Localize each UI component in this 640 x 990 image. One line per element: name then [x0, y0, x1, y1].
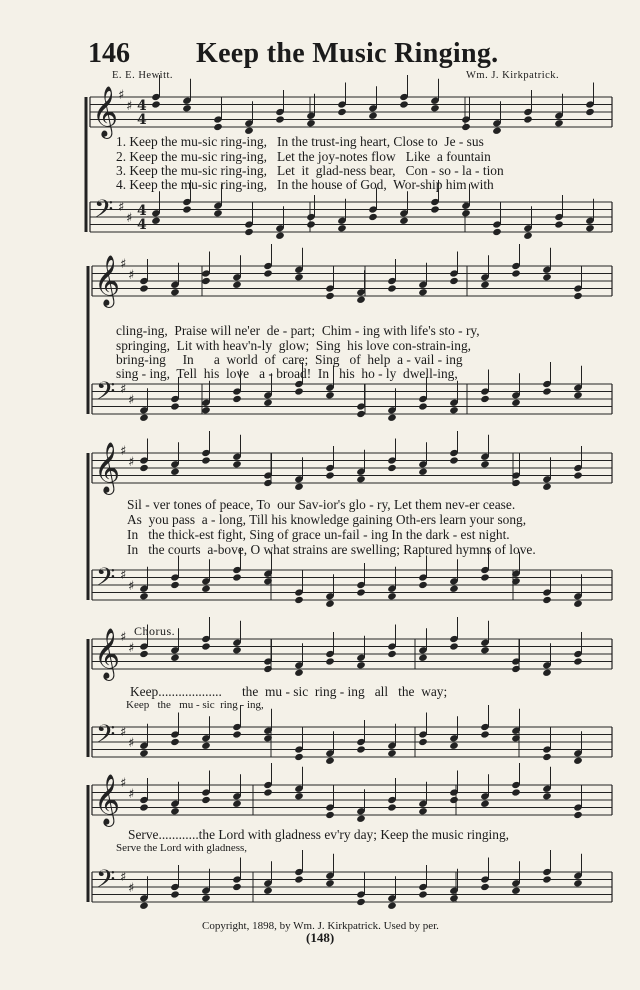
note-head	[480, 573, 490, 581]
note-head	[387, 803, 397, 811]
sharp-icon: ♯	[128, 881, 135, 896]
note-head	[294, 483, 304, 491]
sharp-icon: ♯	[118, 88, 125, 103]
note-head	[170, 581, 180, 589]
note-head	[480, 800, 490, 808]
note-head	[449, 642, 459, 650]
note-head	[573, 391, 583, 399]
note-head	[325, 879, 335, 887]
lyric-line: bring-ing In a world of care; Sing of help a - vail - ing	[116, 352, 463, 367]
lyric-line: 1. Keep the mu-sic ring-ing, In the trust-ing heart, Close to Je - sus	[116, 134, 484, 149]
note-head	[573, 471, 583, 479]
lyric-line: 3. Keep the mu-sic ring-ing, Let it glad-ness bear, Con - so - la - tion	[116, 163, 504, 178]
note-head	[213, 209, 223, 217]
note-head	[232, 460, 242, 468]
sharp-icon: ♯	[120, 870, 127, 885]
note-head	[449, 585, 459, 593]
note-head	[306, 119, 316, 127]
note-head	[337, 224, 347, 232]
lyric-line: In the thick-est fight, Sing of grace un-fail - ing In the dark - est night.	[127, 527, 510, 542]
note-head	[170, 468, 180, 476]
note-head	[418, 288, 428, 296]
note-head	[325, 391, 335, 399]
lyric-line: Sil - ver tones of peace, To our Sav-ior's glo - ry, Let them nev-er cease.	[127, 497, 516, 512]
lyric-line: sing - ing, Tell his love a - broad! In his ho - ly dwell-ing,	[116, 366, 458, 381]
note-head	[418, 738, 428, 746]
note-head	[542, 483, 552, 491]
sharp-icon: ♯	[128, 641, 135, 656]
note-head	[480, 730, 490, 738]
note-head	[399, 217, 409, 225]
note-head	[294, 669, 304, 677]
note-head	[387, 284, 397, 292]
note-head	[151, 217, 161, 225]
note-head	[356, 661, 366, 669]
note-head	[294, 273, 304, 281]
note-head	[511, 269, 521, 277]
sharp-icon: ♯	[128, 787, 135, 802]
note-head	[232, 281, 242, 289]
hymn-number: 146	[88, 38, 130, 69]
bass-clef-icon: 𝄢	[94, 195, 114, 230]
note-head	[356, 410, 366, 418]
note-head	[139, 902, 149, 910]
note-head	[294, 753, 304, 761]
note-head	[418, 807, 428, 815]
note-head	[275, 232, 285, 240]
note-head	[232, 800, 242, 808]
copyright-footer: Copyright, 1898, by Wm. J. Kirkpatrick. Used by per.	[202, 920, 439, 932]
note-head	[449, 406, 459, 414]
note-head	[337, 108, 347, 116]
note-head	[244, 228, 254, 236]
note-head	[170, 807, 180, 815]
note-head	[511, 887, 521, 895]
note-head	[263, 887, 273, 895]
sharp-icon: ♯	[128, 268, 135, 283]
note-head	[232, 646, 242, 654]
sharp-icon: ♯	[120, 568, 127, 583]
note-head	[387, 902, 397, 910]
chorus-label: Chorus.	[134, 624, 176, 638]
note-head	[232, 883, 242, 891]
note-head	[356, 815, 366, 823]
treble-clef-icon: 𝄞	[94, 442, 121, 493]
lyric-line: cling-ing, Praise will ne'er de - part; Chim - ing with life's sto - ry,	[116, 323, 480, 338]
time-signature: 4	[137, 203, 147, 219]
note-head	[480, 883, 490, 891]
note-head	[356, 898, 366, 906]
bass-clef-icon: 𝄢	[96, 377, 116, 412]
note-head	[325, 292, 335, 300]
bass-clef-icon: 𝄢	[96, 720, 116, 755]
lyric-line: 4. Keep the mu-sic ring-ing, In the house of God, Wor-ship him with	[116, 177, 494, 192]
note-head	[294, 387, 304, 395]
note-head	[542, 753, 552, 761]
note-head	[201, 796, 211, 804]
note-head	[170, 890, 180, 898]
note-head	[523, 115, 533, 123]
note-head	[480, 395, 490, 403]
note-head	[418, 581, 428, 589]
note-head	[492, 228, 502, 236]
lyric-line: As you pass a - long, Till his knowledge gaining Oth-ers learn your song,	[127, 512, 527, 527]
sharp-icon: ♯	[120, 257, 127, 272]
chorus-lyric-line-1: Keep................... the mu - sic ring - ing all the way;	[130, 684, 448, 699]
note-head	[201, 277, 211, 285]
note-head	[356, 475, 366, 483]
note-head	[139, 464, 149, 472]
treble-clef-icon: 𝄞	[94, 774, 121, 825]
note-head	[201, 456, 211, 464]
bass-clef-icon: 𝄢	[96, 865, 116, 900]
note-head	[585, 224, 595, 232]
note-head	[387, 749, 397, 757]
note-head	[201, 642, 211, 650]
note-head	[139, 414, 149, 422]
note-head	[294, 596, 304, 604]
note-head	[356, 588, 366, 596]
note-head	[275, 115, 285, 123]
chorus-bass-lyric-1: Keep the mu - sic ring - ing,	[126, 699, 264, 711]
lyric-line: In the courts a-bove, O what strains are swelling; Raptured hymns of love.	[127, 542, 536, 557]
note-head	[430, 104, 440, 112]
note-head	[387, 650, 397, 658]
sharp-icon: ♯	[118, 200, 125, 215]
note-head	[368, 112, 378, 120]
note-head	[542, 669, 552, 677]
note-head	[461, 209, 471, 217]
note-head	[554, 119, 564, 127]
treble-clef-icon: 𝄞	[92, 86, 119, 137]
note-head	[325, 657, 335, 665]
note-head	[418, 890, 428, 898]
note-head	[170, 288, 180, 296]
sharp-icon: ♯	[128, 393, 135, 408]
bass-clef-icon: 𝄢	[96, 563, 116, 598]
note-head	[399, 100, 409, 108]
note-head	[139, 284, 149, 292]
note-head	[449, 894, 459, 902]
note-head	[263, 788, 273, 796]
note-head	[461, 123, 471, 131]
note-head	[542, 875, 552, 883]
note-head	[356, 745, 366, 753]
note-head	[492, 127, 502, 135]
note-head	[542, 792, 552, 800]
lyric-line: springing, Lit with heav'n-ly glow; Sing his love con-strain-ing,	[116, 338, 471, 353]
sharp-icon: ♯	[120, 444, 127, 459]
chorus-lyric-line-2: Serve............the Lord with gladness ev'ry day; Keep the music ringing,	[128, 827, 509, 842]
note-head	[418, 654, 428, 662]
note-head	[418, 402, 428, 410]
author-credit: E. E. Hewitt.	[112, 70, 174, 81]
sharp-icon: ♯	[126, 99, 133, 114]
note-head	[170, 738, 180, 746]
note-head	[201, 406, 211, 414]
note-head	[573, 600, 583, 608]
sharp-icon: ♯	[120, 725, 127, 740]
note-head	[201, 894, 211, 902]
note-head	[511, 399, 521, 407]
sharp-icon: ♯	[126, 211, 133, 226]
note-head	[480, 646, 490, 654]
note-head	[325, 471, 335, 479]
note-head	[573, 292, 583, 300]
note-head	[294, 875, 304, 883]
note-head	[585, 108, 595, 116]
note-head	[449, 456, 459, 464]
note-head	[325, 757, 335, 765]
treble-clef-icon: 𝄞	[94, 628, 121, 679]
note-head	[573, 811, 583, 819]
note-head	[449, 742, 459, 750]
page-number: (148)	[306, 930, 335, 945]
note-head	[368, 213, 378, 221]
note-head	[139, 650, 149, 658]
note-head	[449, 796, 459, 804]
note-head	[449, 277, 459, 285]
note-head	[573, 757, 583, 765]
note-head	[263, 399, 273, 407]
time-signature: 4	[137, 112, 147, 128]
note-head	[306, 220, 316, 228]
note-head	[418, 468, 428, 476]
note-head	[356, 296, 366, 304]
note-head	[387, 592, 397, 600]
composer-credit: Wm. J. Kirkpatrick.	[466, 70, 560, 81]
note-head	[480, 460, 490, 468]
note-head	[139, 592, 149, 600]
note-head	[430, 205, 440, 213]
note-head	[511, 788, 521, 796]
note-head	[542, 387, 552, 395]
time-signature: 4	[137, 98, 147, 114]
note-head	[139, 749, 149, 757]
hymn-title: Keep the Music Ringing.	[196, 38, 499, 69]
chorus-bass-lyric-2: Serve the Lord with gladness,	[116, 842, 248, 854]
note-head	[151, 100, 161, 108]
note-head	[232, 395, 242, 403]
sharp-icon: ♯	[128, 455, 135, 470]
note-head	[139, 803, 149, 811]
sharp-icon: ♯	[120, 382, 127, 397]
note-head	[480, 281, 490, 289]
sharp-icon: ♯	[120, 630, 127, 645]
note-head	[542, 596, 552, 604]
note-head	[573, 879, 583, 887]
sharp-icon: ♯	[128, 736, 135, 751]
note-head	[182, 104, 192, 112]
note-head	[523, 232, 533, 240]
note-head	[294, 792, 304, 800]
note-head	[554, 220, 564, 228]
note-head	[325, 811, 335, 819]
time-signature: 4	[137, 217, 147, 233]
note-head	[325, 600, 335, 608]
note-head	[263, 269, 273, 277]
note-head	[201, 742, 211, 750]
note-head	[170, 402, 180, 410]
note-head	[387, 414, 397, 422]
note-head	[213, 123, 223, 131]
sharp-icon: ♯	[128, 579, 135, 594]
note-head	[573, 657, 583, 665]
note-head	[232, 573, 242, 581]
lyric-line: 2. Keep the mu-sic ring-ing, Let the joy-notes flow Like a fountain	[116, 149, 491, 164]
note-head	[387, 464, 397, 472]
note-head	[542, 273, 552, 281]
treble-clef-icon: 𝄞	[94, 255, 121, 306]
note-head	[201, 585, 211, 593]
note-head	[232, 730, 242, 738]
sharp-icon: ♯	[120, 776, 127, 791]
note-head	[170, 654, 180, 662]
note-head	[182, 205, 192, 213]
